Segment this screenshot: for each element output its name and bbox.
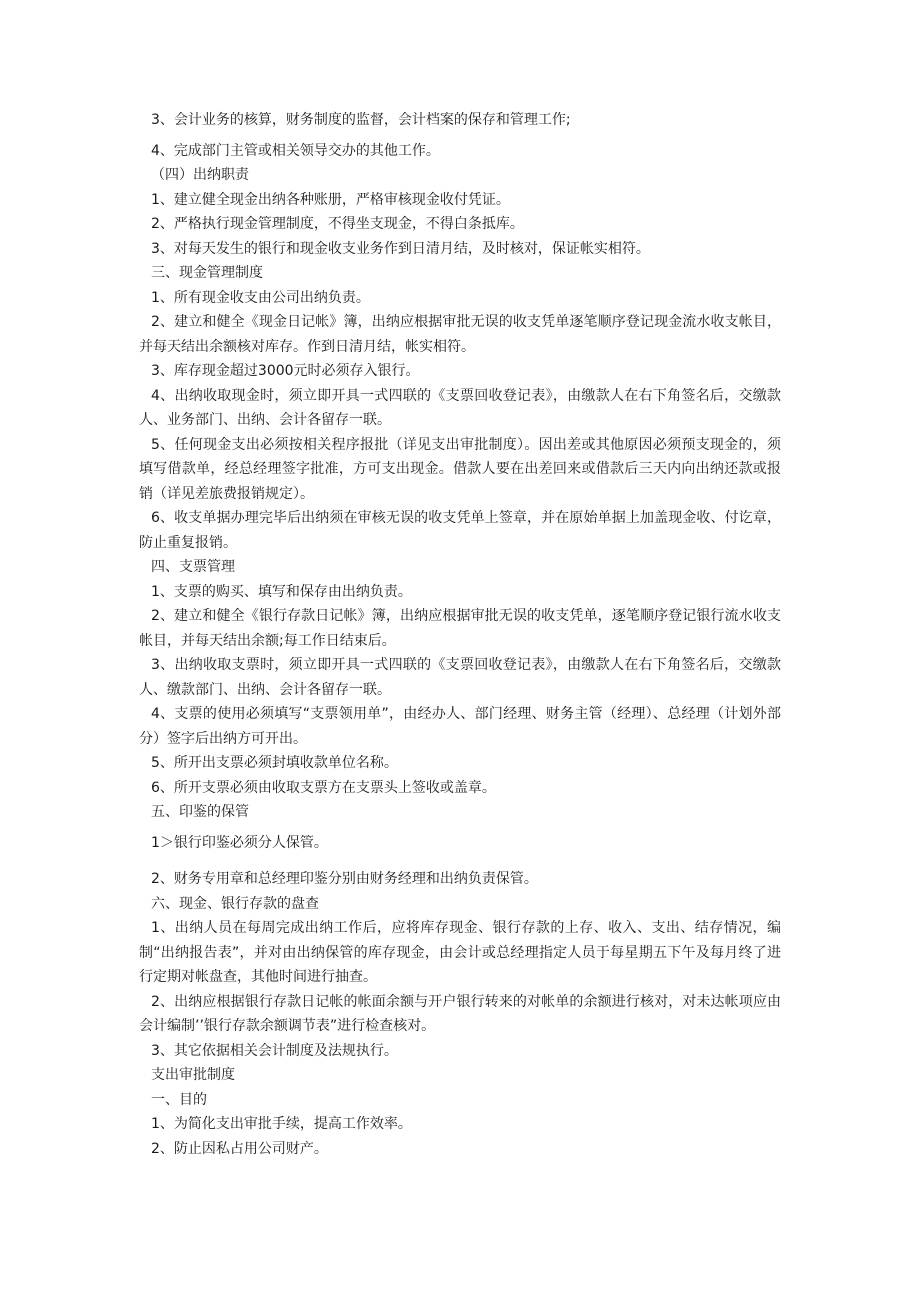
section-heading: （四）出纳职责 — [151, 167, 249, 183]
paragraph: 1＞银行印鉴必须分人保管。 — [151, 834, 328, 851]
paragraph: 5、所开出支票必须封填收款单位名称。 — [151, 755, 398, 771]
paragraph: 3、其它依据相关会计制度及法规执行。 — [151, 1042, 398, 1059]
paragraph: 6、所开支票必须由收取支票方在支票头上签收或盖章。 — [151, 779, 496, 796]
section-heading: 支出审批制度 — [151, 1067, 235, 1083]
paragraph: 1、出纳人员在每周完成出纳工作后，应将库存现金、银行存款的上存、收入、支出、结存情况，编制“出纳报告表”，并对由出纳保管的库存现金，由会计或总经理指定人员于每星期五下午及每月终了进行定期对帐盘查，其他时间进行抽查。 — [139, 920, 781, 985]
section-heading: 五、印鉴的保管 — [151, 804, 249, 820]
section-heading: 四、支票管理 — [151, 559, 235, 575]
paragraph: 3、库存现金超过3000元时必须存入银行。 — [151, 363, 420, 379]
paragraph: 1、所有现金收支由公司出纳负责。 — [151, 289, 370, 306]
section-heading: 一、目的 — [151, 1091, 207, 1108]
paragraph: 6、收支单据办理完毕后出纳须在审核无误的收支凭单上签章，并在原始单据上加盖现金收、付讫章，防止重复报销。 — [139, 510, 781, 551]
paragraph: 1、建立健全现金出纳各种账册，严格审核现金收付凭证。 — [151, 191, 510, 208]
paragraph: 3、出纳收取支票时，须立即开具一式四联的《支票回收登记表》，由缴款人在右下角签名后，交缴款人、缴款部门、出纳、会计各留存一联。 — [139, 657, 781, 698]
paragraph: 1、支票的购买、填写和保存由出纳负责。 — [151, 583, 412, 600]
paragraph: 3、对每天发生的银行和现金收支业务作到日清月结，及时核对，保证帐实相符。 — [151, 240, 650, 257]
section-heading: 六、现金、银行存款的盘查 — [151, 895, 319, 912]
paragraph: 2、防止因私占用公司财产。 — [151, 1140, 328, 1157]
section-heading: 三、现金管理制度 — [151, 265, 263, 281]
paragraph: 1、为简化支出审批手续，提高工作效率。 — [151, 1116, 412, 1132]
paragraph: 5、任何现金支出必须按相关程序报批（详见支出审批制度）。因出差或其他原因必须预支现金的，须填写借款单，经总经理签字批准，方可支出现金。借款人要在出差回来或借款后三天内向出纳还款或报销（详见差旅费报销规定）。 — [139, 436, 781, 502]
paragraph: 2、财务专用章和总经理印鉴分别由财务经理和出纳负责保管。 — [151, 871, 538, 887]
paragraph: 3、会计业务的核算，财务制度的监督，会计档案的保存和管理工作; — [151, 112, 571, 128]
paragraph: 2、出纳应根据银行存款日记帐的帐面余额与开户银行转来的对帐单的余额进行核对，对未达帐项应由会计编制’’银行存款余额调节表”进行检查核对。 — [139, 993, 781, 1034]
paragraph: 4、出纳收取现金时，须立即开具一式四联的《支票回收登记表》，由缴款人在右下角签名后，交缴款人、业务部门、出纳、会计各留存一联。 — [139, 387, 781, 428]
paragraph: 4、支票的使用必须填写“支票领用单”，由经办人、部门经理、财务主管（经理）、总经理（计划外部分）签字后出纳方可开出。 — [139, 706, 781, 747]
paragraph: 2、建立和健全《现金日记帐》簿，出纳应根据审批无误的收支凭单逐笔顺序登记现金流水收支帐目，并每天结出余额核对库存。作到日清月结，帐实相符。 — [139, 314, 781, 355]
paragraph: 2、严格执行现金管理制度，不得坐支现金，不得白条抵库。 — [151, 216, 524, 232]
document-body — [139, 108, 781, 1161]
paragraph: 4、完成部门主管或相关领导交办的其他工作。 — [151, 142, 440, 159]
paragraph: 2、建立和健全《银行存款日记帐》簿，出纳应根据审批无误的收支凭单，逐笔顺序登记银行流水收支帐目，并每天结出余额;每工作日结束后。 — [139, 608, 781, 649]
